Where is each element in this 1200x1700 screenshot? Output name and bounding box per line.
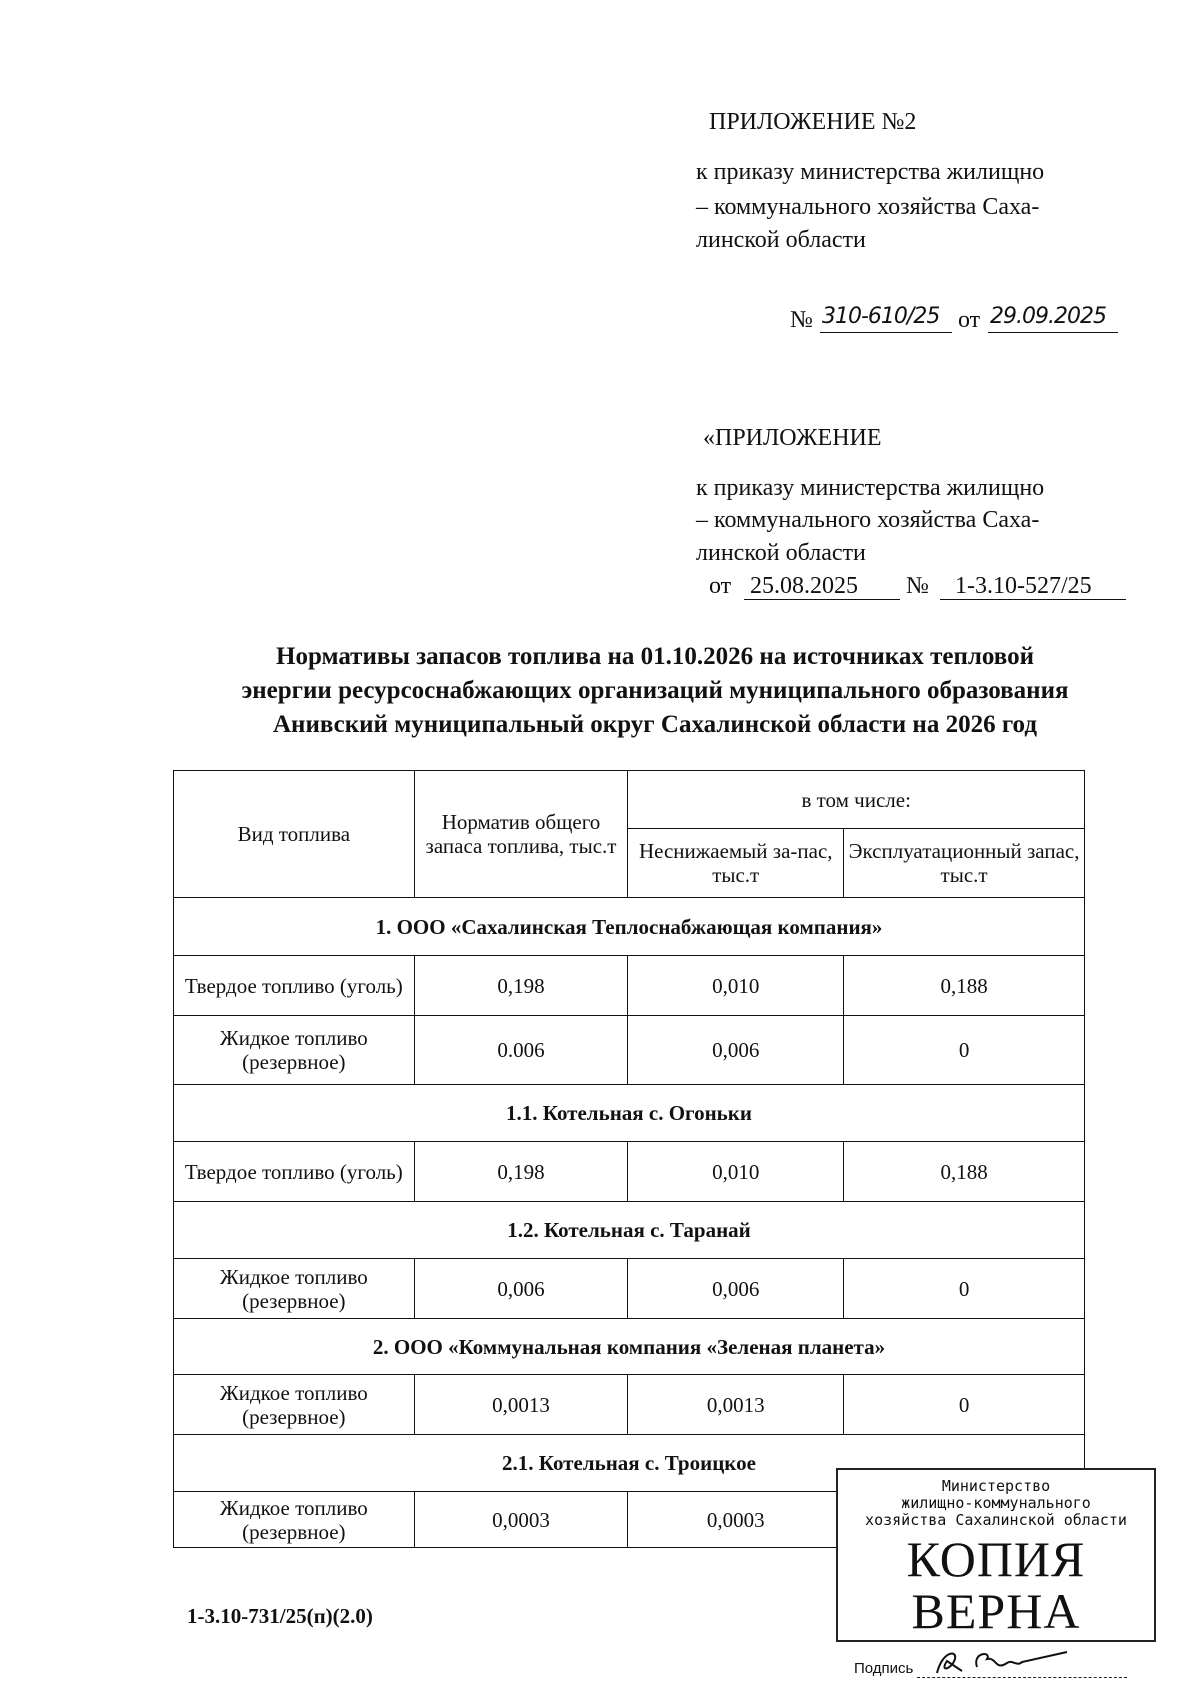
cell-fuel: Твердое топливо (уголь) — [174, 956, 415, 1016]
appendix-line: к приказу министерства жилищно — [696, 475, 1045, 501]
title-line: энергии ресурсоснабжающих организаций муниципального образования — [241, 677, 1069, 704]
cell-nonreducible: 0,010 — [628, 1142, 844, 1202]
appendix-line: – коммунального хозяйства Саха- — [696, 194, 1040, 220]
appendix2-title: «ПРИЛОЖЕНИЕ — [703, 425, 882, 451]
header-fuel-type: Вид топлива — [174, 771, 415, 898]
header-total: Норматив общего запаса топлива, тыс.т — [414, 771, 628, 898]
cell-nonreducible: 0,0003 — [628, 1492, 844, 1548]
signature-line — [917, 1647, 1127, 1678]
cell-operational: 0,188 — [844, 956, 1085, 1016]
appendix-line: линской области — [696, 540, 866, 566]
underline — [988, 332, 1118, 333]
cell-total: 0.006 — [414, 1016, 628, 1085]
section-row — [174, 898, 1085, 956]
section-row — [174, 1202, 1085, 1259]
header-including: в том числе: — [628, 771, 1085, 829]
cell-fuel: Жидкое топливо (резервное) — [174, 1492, 415, 1548]
document-title — [140, 640, 1170, 742]
cell-fuel: Твердое топливо (уголь) — [174, 1142, 415, 1202]
cell-total: 0,0003 — [414, 1492, 628, 1548]
cell-operational: 0,188 — [844, 1142, 1085, 1202]
section-title: 1. ООО «Сахалинская Теплоснабжающая компания» — [174, 898, 1085, 956]
signature-label: Подпись — [854, 1660, 914, 1677]
table-row — [174, 1259, 1085, 1319]
appendix-title: ПРИЛОЖЕНИЕ №2 — [709, 109, 917, 135]
appendix-line: линской области — [696, 227, 866, 253]
cell-operational: 0 — [844, 1259, 1085, 1319]
stamp-org-line: хозяйства Сахалинской области — [865, 1511, 1127, 1529]
handwritten-signature — [917, 1647, 1097, 1677]
cell-total: 0,198 — [414, 956, 628, 1016]
stamp-text: КОПИЯ ВЕРНА — [906, 1531, 1086, 1639]
underline — [940, 599, 1126, 600]
underline — [820, 332, 952, 333]
section-row — [174, 1085, 1085, 1142]
table-row — [174, 1142, 1085, 1202]
cell-nonreducible: 0,006 — [628, 1259, 844, 1319]
fuel-norms-table — [173, 770, 1085, 1548]
section-title: 1.2. Котельная с. Таранай — [174, 1202, 1085, 1259]
cell-fuel: Жидкое топливо (резервное) — [174, 1375, 415, 1435]
appendix-line: – коммунального хозяйства Саха- — [696, 507, 1040, 533]
cell-nonreducible: 0,006 — [628, 1016, 844, 1085]
section-title: 1.1. Котельная с. Огоньки — [174, 1085, 1085, 1142]
header-nonreducible: Неснижаемый за-пас, тыс.т — [628, 829, 844, 898]
cell-operational: 0 — [844, 1016, 1085, 1085]
order-number: 310-610/25 — [822, 304, 940, 329]
cell-nonreducible: 0,010 — [628, 956, 844, 1016]
cell-fuel: Жидкое топливо (резервное) — [174, 1016, 415, 1085]
appendix-line: к приказу министерства жилищно — [696, 159, 1045, 185]
cell-fuel: Жидкое топливо (резервное) — [174, 1259, 415, 1319]
title-line: Анивский муниципальный округ Сахалинской области на 2026 год — [272, 711, 1037, 738]
underline — [744, 599, 900, 600]
cell-operational: 0 — [844, 1375, 1085, 1435]
section-title: 2.1. Котельная с. Троицкое — [174, 1435, 1085, 1492]
footer-code: 1-3.10-731/25(п)(2.0) — [187, 1604, 373, 1628]
section-title: 2. ООО «Коммунальная компания «Зеленая планета» — [174, 1319, 1085, 1375]
table-row — [174, 1375, 1085, 1435]
cell-nonreducible: 0,0013 — [628, 1375, 844, 1435]
order-date-prefix: от — [958, 307, 981, 333]
order-number-prefix: № — [790, 307, 813, 333]
stamp-org-line: Министерство — [941, 1477, 1051, 1495]
stamp-org-line: жилищно-коммунального — [901, 1494, 1091, 1512]
appendix2-number: 1-3.10-527/25 — [955, 573, 1092, 599]
header-operational: Эксплуатационный запас, тыс.т — [844, 829, 1085, 898]
cell-total: 0,006 — [414, 1259, 628, 1319]
table-row — [174, 956, 1085, 1016]
number-prefix: № — [906, 573, 929, 599]
cell-total: 0,0013 — [414, 1375, 628, 1435]
cell-total: 0,198 — [414, 1142, 628, 1202]
copy-certified-stamp — [836, 1468, 1156, 1677]
appendix2-date: 25.08.2025 — [750, 573, 858, 599]
table-row — [174, 1016, 1085, 1085]
title-line: Нормативы запасов топлива на 01.10.2026 на источниках тепловой — [276, 643, 1034, 670]
section-row — [174, 1319, 1085, 1375]
date-prefix: от — [709, 573, 732, 599]
order-date: 29.09.2025 — [990, 304, 1106, 329]
